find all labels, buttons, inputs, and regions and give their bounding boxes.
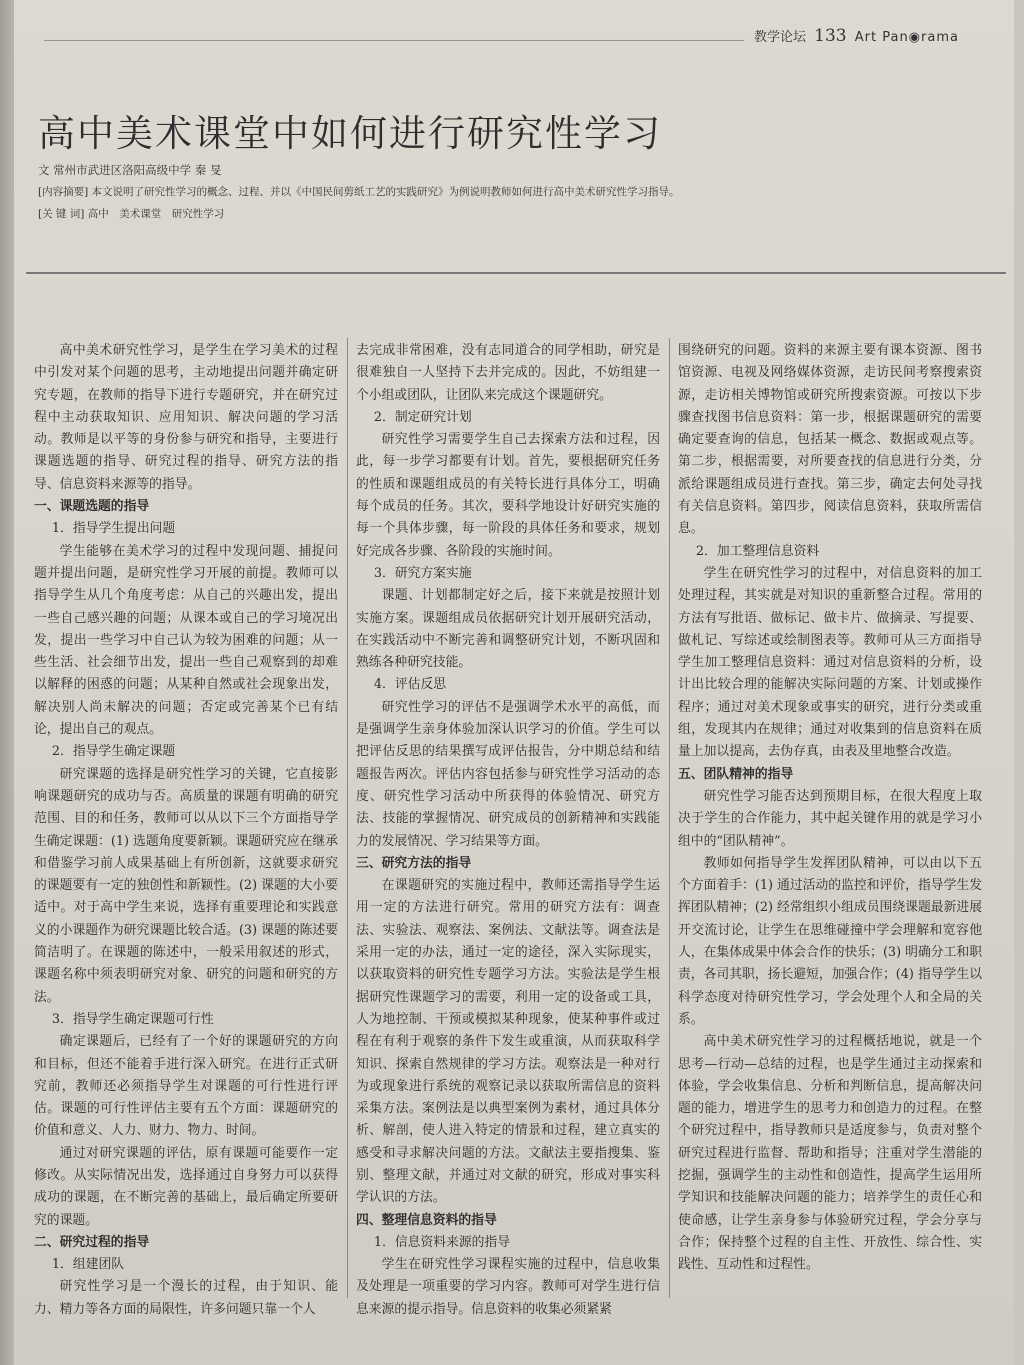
paragraph: 研究性学习能否达到预期目标，在很大程度上取决于学生的合作能力，其中起关键作用的就是学习小组中的“团队精神”。: [678, 788, 982, 849]
keywords-text: 高中 美术课堂 研究性学习: [87, 208, 225, 220]
paragraph: 通过对研究课题的评估，原有课题可能要作一定修改。从实际情况出发，选择通过自身努力可以获得成功的课题，在不断完善的基础上，最后确定所要研究的课题。: [34, 1145, 338, 1228]
subheading: 2．加工整理信息资料: [695, 543, 820, 559]
paragraph: 确定课题后，已经有了一个好的课题研究的方向和目标，但还不能着手进行深入研究。在进行正式研究前，教师还必须指导学生对课题的可行性进行评估。课题的可行性评估主要有五个方面：课题研究的价值和意义、人力、财力、物力、时间。: [34, 1034, 338, 1139]
page-spine: [0, 0, 14, 1365]
paragraph: 围绕研究的问题。资料的来源主要有课本资源、图书馆资源、电视及网络媒体资源，走访民间考察搜索资源，走访相关博物馆或研究所搜索资源。可按以下步骤查找图书信息资料：第一步，根据课题研究的需要确定要查询的信息，包括某一概念、数据或观点等。第二步，根据需要，对所要查找的信息进行分类，分派给课题组成员进行查找。第三步，确定去何处寻找有关信息资料。第四步，阅读信息资料，获取所需信息。: [678, 343, 982, 537]
subheading: 2．制定研究计划: [373, 409, 472, 425]
abstract: [38, 184, 680, 199]
running-header: [754, 26, 1004, 48]
section-heading: 五、团队精神的指导: [678, 766, 794, 782]
header-rule: [44, 40, 744, 41]
article-title: 高中美术课堂中如何进行研究性学习: [38, 112, 662, 155]
paragraph: 研究性学习需要学生自己去探索方法和过程，因此，每一步学习都要有计划。首先，要根据研究任务的性质和课题组成员的有关特长进行具体分工，明确每个成员的任务。其次，要科学地设计好研究实施的每一个具体步骤，每一阶段的具体任务和要求，规划好完成各步骤、各阶段的实施时间。: [356, 432, 660, 559]
paragraph: 研究性学习的评估不是强调学术水平的高低，而是强调学生亲身体验加深认识学习的价值。学生可以把评估反思的结果撰写成评估报告，分中期总结和结题报告两次。评估内容包括参与研究性学习活动的态度、研究性学习活动中所获得的体验情况、研究方法、技能的掌握情况、研究成员的创新精神和实践能力的发展情况、学习结果等方面。: [356, 699, 660, 849]
paragraph: 研究性学习是一个漫长的过程，由于知识、能力、精力等各方面的局限性，许多问题只靠一个人: [34, 1279, 338, 1317]
magazine-page: [14, 0, 1014, 1365]
paragraph: 教师如何指导学生发挥团队精神，可以由以下五个方面着手：(1) 通过活动的监控和评价，指导学生发挥团队精神；(2) 经常组织小组成员围绕课题最新进展开交流讨论，让学生在思维碰撞中学会理解和宽容他人，在集体成果中体会合作的快乐；(3) 明确分工和职责，各司其职，扬长避短，加强合作；(4) 指导学生以科学态度对待研究性学习，学会处理个人和全局的关系。: [678, 855, 982, 1027]
byline: 文 常州市武进区洛阳高级中学 秦 旻: [38, 163, 222, 177]
paragraph: 在课题研究的实施过程中，教师还需指导学生运用一定的方法进行研究。常用的研究方法有：调查法、实验法、观察法、案例法、文献法等。调查法是采用一定的办法，通过一定的途径，深入实际现实，以获取资料的研究性专题学习方法。实验法是学生根据研究性课题学习的需要，利用一定的设备或工具，人为地控制、干预或模拟某种现象，使某种事件或过程在有利于观察的条件下发生或重演，从而获取科学知识、探索自然规律的学习方法。观察法是一种对行为或现象进行系统的观察记录以获取所需信息的资料采集方法。案例法是以典型案例为素材，通过具体分析、解剖，使人进入特定的情景和过程，建立真实的感受和寻求解决问题的方法。文献法主要指搜集、鉴别、整理文献，并通过对文献的研究，形成对事实科学认识的方法。: [356, 878, 660, 1206]
column-2: [356, 340, 660, 1321]
column-divider: [669, 338, 670, 1298]
paragraph: 学生在研究性学习课程实施的过程中，信息收集及处理是一项重要的学习内容。教师可对学生进行信息来源的提示指导。信息资料的收集必须紧紧: [356, 1257, 660, 1317]
keywords-label: [关 键 词]: [38, 208, 85, 220]
subheading: 2．指导学生确定课题: [51, 744, 176, 760]
paragraph: 课题、计划都制定好之后，接下来就是按照计划实施方案。课题组成员依据研究计划开展研究活动，在实践活动中不断完善和调整研究计划，不断巩固和熟练各种研究技能。: [356, 588, 660, 671]
section-heading: 一、课题选题的指导: [34, 499, 150, 515]
page-number: 133: [814, 26, 847, 46]
column-divider: [347, 338, 348, 1298]
section-rule: [26, 272, 1006, 274]
header-section: 教学论坛: [754, 30, 807, 45]
subheading: 3．研究方案实施: [373, 565, 472, 581]
section-heading: 三、研究方法的指导: [356, 855, 472, 871]
column-3: [678, 340, 982, 1276]
abstract-text: 本文说明了研究性学习的概念、过程、并以《中国民间剪纸工艺的实践研究》为例说明教师如何进行高中美术研究性学习指导。: [91, 186, 680, 198]
paragraph: 去完成非常困难，没有志同道合的同学相助，研究是很难独自一人坚持下去并完成的。因此，不妨组建一个小组或团队，让团队来完成这个课题研究。: [356, 343, 660, 403]
section-heading: 二、研究过程的指导: [34, 1234, 150, 1250]
abstract-label: [内容摘要]: [38, 186, 89, 198]
keywords: [38, 206, 224, 221]
subheading: 1．信息资料来源的指导: [373, 1234, 511, 1250]
paragraph: 研究课题的选择是研究性学习的关键，它直接影响课题研究的成功与否。高质量的课题有明确的研究范围、目的和任务，教师可以从以下三个方面指导学生确定课题：(1) 选题角度要新颖。课题研究应在继承和借鉴学习前人成果基础上有所创新，这就要求研究的课题要有一定的独创性和新颖性。(2) 课题的大小要适中。对于高中学生来说，选择有重要理论和实践意义的小课题作为研究课题比较合适。(3) 课题的陈述要简洁明了。在课题的陈述中，一般采用叙述的形式，课题名称中须表明研究对象、研究的问题和研究的方法。: [34, 766, 338, 1005]
paragraph: 学生在研究性学习的过程中，对信息资料的加工处理过程，其实就是对知识的重新整合过程。常用的方法有写批语、做标记、做卡片、做摘录、写提要、做札记、写综述或绘制图表等。教师可从三方面指导学生加工整理信息资料：通过对信息资料的分析，设计出比较合理的能解决实际问题的方案、计划或操作程序；通过对美术现象或事实的研究，进行分类或重组，发现其内在规律；通过对收集到的信息资料在质量上加以提高，去伪存真，由表及里地整合改造。: [678, 565, 982, 760]
section-heading: 四、整理信息资料的指导: [356, 1212, 497, 1228]
subheading: 1．指导学生提出问题: [51, 521, 176, 537]
subheading: 3．指导学生确定课题可行性: [51, 1011, 214, 1027]
subheading: 4．评估反思: [373, 677, 447, 693]
column-1: [34, 340, 338, 1321]
subheading: 1．组建团队: [51, 1257, 125, 1273]
paragraph: 高中美术研究性学习的过程概括地说，就是一个思考—行动—总结的过程，也是学生通过主动探索和体验，学会收集信息、分析和判断信息，提高解决问题的能力，增进学生的思考力和创造力的过程。在整个研究过程中，指导教师只是适度参与，负责对整个研究过程进行监督、帮助和指导；注重对学生潜能的挖掘，强调学生的主动性和创造性，提高学生运用所学知识和技能解决问题的能力；培养学生的责任心和使命感，让学生亲身参与体验研究过程，学会分享与合作；保持整个过程的自主性、开放性、综合性、实践性、互动性和过程性。: [678, 1034, 982, 1273]
paragraph: 高中美术研究性学习，是学生在学习美术的过程中引发对某个问题的思考，主动地提出问题并确定研究专题，在教师的指导下进行专题研究，并在研究过程中主动获取知识、应用知识、解决问题的学习活动。教师是以平等的身份参与研究和指导，主要进行课题选题的指导、研究过程的指导、研究方法的指导、信息资料来源等的指导。: [34, 343, 338, 492]
magazine-name: Art Pan◉rama: [854, 30, 959, 45]
paragraph: 学生能够在美术学习的过程中发现问题、捕捉问题并提出问题，是研究性学习开展的前提。教师可以指导学生从几个角度考虑：从自己的兴趣出发，提出一些自己感兴趣的问题；从课本或自己的学习境况出发，提出一些学习中自己认为较为困难的问题；从一些生活、社会细节出发，提出一些自己观察到的却难以解释的困惑的问题；从某种自然或社会现象出发，解决别人尚未解决的问题；否定或完善某个已有结论，提出自己的观点。: [34, 543, 338, 738]
